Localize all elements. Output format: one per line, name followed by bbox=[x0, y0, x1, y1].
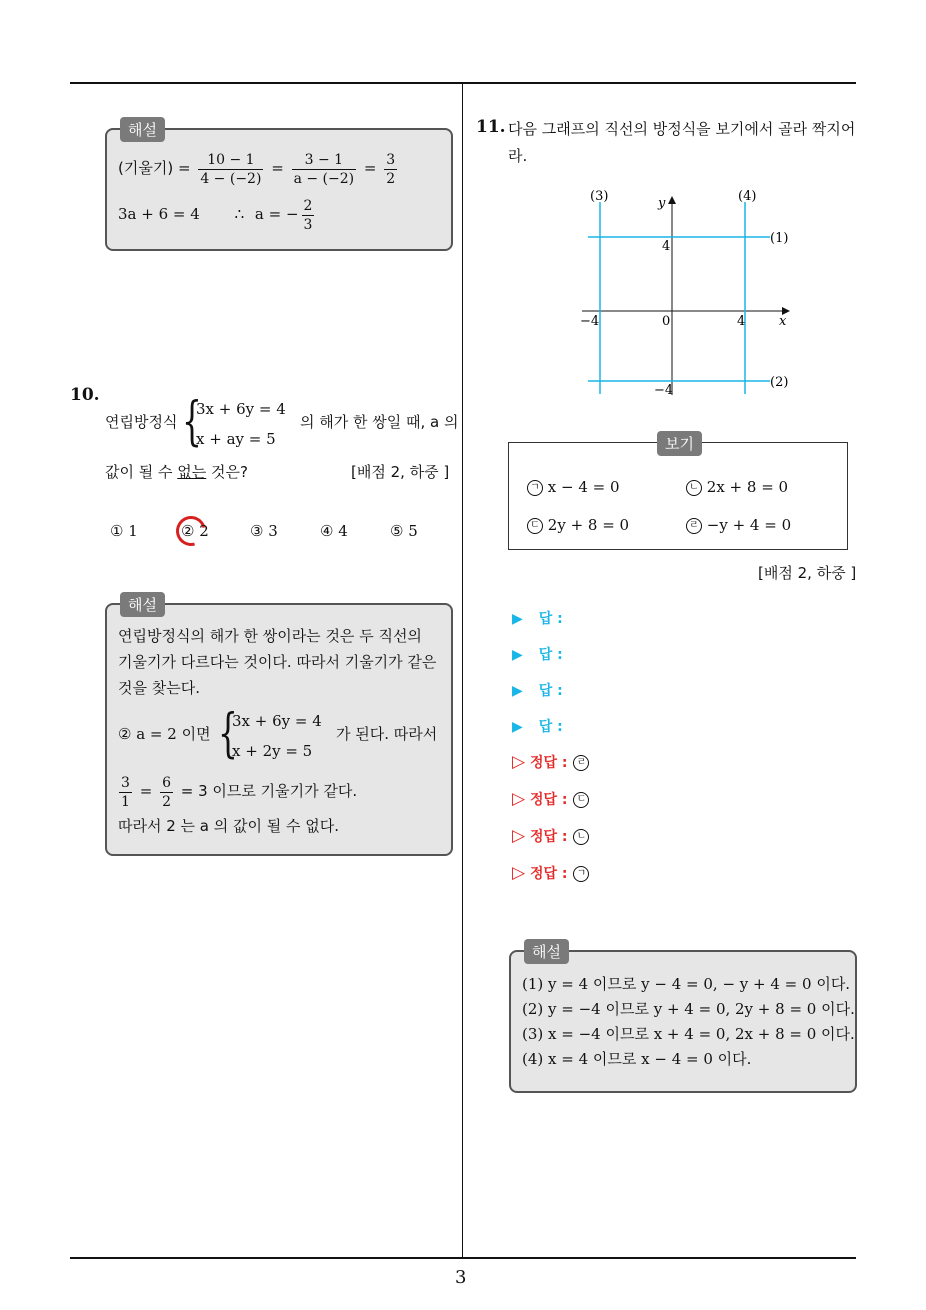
correct-answer-3 bbox=[512, 826, 589, 846]
q10-solution-eq2: x + 2y = 5 bbox=[232, 742, 313, 760]
fraction bbox=[292, 151, 357, 188]
equals: = bbox=[139, 782, 153, 800]
denominator: 3 bbox=[303, 216, 313, 233]
bottom-rule bbox=[70, 1257, 856, 1259]
bogi-equation: −y + 4 = 0 bbox=[706, 516, 792, 534]
q11-score: [배점 2, 하중 ] bbox=[758, 564, 857, 582]
q11-solution-line2: (2) y = −4 이므로 y + 4 = 0, 2y + 8 = 0 이다. bbox=[522, 1000, 855, 1018]
answer-label: 답 : bbox=[538, 683, 563, 699]
answer-label: 답 : bbox=[538, 647, 563, 663]
answer-row-1[interactable] bbox=[512, 608, 563, 628]
q9-solution-line1 bbox=[118, 148, 400, 188]
text: 값이 될 수 bbox=[105, 463, 173, 481]
answer-row-4[interactable] bbox=[512, 716, 563, 736]
bogi-equation: x − 4 = 0 bbox=[547, 478, 620, 496]
bogi-equation: 2x + 8 = 0 bbox=[706, 478, 789, 496]
line-3-label: (3) bbox=[590, 189, 609, 204]
system-brace: { bbox=[182, 392, 202, 452]
fraction bbox=[384, 151, 397, 188]
correct-label: 정답 : bbox=[529, 792, 568, 808]
y-tick-4: 4 bbox=[662, 239, 671, 254]
origin-label: 0 bbox=[662, 314, 671, 329]
q11-solution-line3: (3) x = −4 이므로 x + 4 = 0, 2x + 8 = 0 이다. bbox=[522, 1025, 855, 1043]
solution-tag: 해설 bbox=[524, 939, 569, 964]
underlined-text: 없는 bbox=[177, 463, 207, 481]
triangle-outline-icon: ▷ bbox=[512, 752, 526, 772]
q10-score: [배점 2, 하중 ] bbox=[351, 463, 450, 481]
bogi-mark: ㄴ bbox=[686, 480, 702, 496]
solution-tag: 해설 bbox=[120, 117, 165, 142]
page-number: 3 bbox=[455, 1267, 467, 1288]
bogi-mark: ㄱ bbox=[527, 480, 543, 496]
triangle-outline-icon: ▷ bbox=[512, 789, 526, 809]
bogi-item-3 bbox=[527, 515, 629, 535]
q10-tail: 의 해가 한 쌍일 때, a 의 bbox=[300, 413, 459, 431]
question-number: 11. bbox=[476, 117, 506, 137]
q10-solution-eq1: 3x + 6y = 4 bbox=[232, 712, 322, 730]
answer-row-2[interactable] bbox=[512, 644, 563, 664]
y-axis-label: y bbox=[658, 196, 666, 211]
x-tick-4: 4 bbox=[737, 314, 746, 329]
answer-label: 답 : bbox=[538, 719, 563, 735]
line-4-label: (4) bbox=[738, 189, 757, 204]
correct-answer-1 bbox=[512, 752, 589, 772]
choice-5[interactable]: ⑤ 5 bbox=[390, 522, 418, 540]
fraction bbox=[198, 151, 263, 188]
equals: = bbox=[177, 159, 191, 177]
triangle-outline-icon: ▷ bbox=[512, 826, 526, 846]
correct-mark: ㄱ bbox=[573, 866, 589, 882]
choice-4[interactable]: ④ 4 bbox=[320, 522, 348, 540]
line-1-label: (1) bbox=[770, 231, 789, 246]
choice-3[interactable]: ③ 3 bbox=[250, 522, 278, 540]
column-divider bbox=[462, 83, 463, 1258]
equation: 3a + 6 = 4 bbox=[118, 205, 200, 223]
slope-label: (기울기) bbox=[118, 159, 174, 177]
numerator: 3 bbox=[386, 151, 396, 168]
solution-box-q11 bbox=[509, 950, 857, 1093]
line-2-label: (2) bbox=[770, 375, 789, 390]
bogi-mark: ㄷ bbox=[527, 518, 543, 534]
q10-solution-line3: 것을 찾는다. bbox=[118, 679, 200, 697]
triangle-filled-icon: ▶ bbox=[512, 719, 523, 735]
bogi-item-2 bbox=[686, 477, 788, 497]
triangle-filled-icon: ▶ bbox=[512, 683, 523, 699]
q10-solution-line5 bbox=[116, 770, 357, 812]
bogi-mark: ㄹ bbox=[686, 518, 702, 534]
triangle-filled-icon: ▶ bbox=[512, 611, 523, 627]
bogi-item-4 bbox=[686, 515, 791, 535]
q10-solution-line4a: ② a = 2 이면 bbox=[118, 725, 211, 743]
denominator: 4 − (−2) bbox=[200, 170, 262, 187]
y-tick-neg4: −4 bbox=[654, 383, 674, 398]
correct-label: 정답 : bbox=[529, 829, 568, 845]
fraction bbox=[160, 774, 173, 811]
correct-mark: ㄹ bbox=[573, 755, 589, 771]
q11-solution-line1: (1) y = 4 이므로 y − 4 = 0, − y + 4 = 0 이다. bbox=[522, 975, 851, 993]
equals: = bbox=[271, 159, 284, 177]
fraction bbox=[302, 197, 315, 234]
therefore-symbol: ∴ bbox=[234, 205, 245, 223]
correct-answer-2 bbox=[512, 789, 589, 809]
fraction bbox=[119, 774, 132, 811]
q10-solution-line6: 따라서 2 는 a 의 값이 될 수 없다. bbox=[118, 817, 340, 835]
numerator: 2 bbox=[303, 197, 313, 214]
top-rule bbox=[70, 82, 856, 84]
q10-solution-line2: 기울기가 다르다는 것이다. 따라서 기울기가 같은 bbox=[118, 653, 437, 671]
equation: a = − bbox=[254, 205, 299, 223]
answer-row-3[interactable] bbox=[512, 680, 563, 700]
q10-intro: 연립방정식 bbox=[105, 413, 178, 431]
correct-mark: ㄴ bbox=[573, 829, 589, 845]
denominator: 2 bbox=[386, 170, 396, 187]
bogi-equation: 2y + 8 = 0 bbox=[547, 516, 630, 534]
triangle-outline-icon: ▷ bbox=[512, 863, 526, 883]
numerator: 3 − 1 bbox=[292, 151, 357, 170]
bogi-tag: 보기 bbox=[657, 431, 702, 456]
correct-label: 정답 : bbox=[529, 866, 568, 882]
coordinate-graph bbox=[570, 180, 800, 400]
triangle-filled-icon: ▶ bbox=[512, 647, 523, 663]
q9-solution-line2 bbox=[118, 194, 317, 234]
numerator: 6 bbox=[162, 774, 171, 791]
q10-eq1: 3x + 6y = 4 bbox=[196, 400, 286, 418]
text: 것은? bbox=[211, 463, 248, 481]
choice-2[interactable]: ② 2 bbox=[181, 522, 209, 540]
q11-line2: 라. bbox=[508, 147, 528, 165]
answer-label: 답 : bbox=[538, 611, 563, 627]
q10-solution-line1: 연립방정식의 해가 한 쌍이라는 것은 두 직선의 bbox=[118, 627, 422, 645]
denominator: a − (−2) bbox=[293, 170, 355, 187]
q10-eq2: x + ay = 5 bbox=[196, 430, 276, 448]
x-tick-neg4: −4 bbox=[580, 314, 600, 329]
denominator: 2 bbox=[162, 793, 171, 810]
text: = 3 이므로 기울기가 같다. bbox=[180, 782, 358, 800]
q11-solution-line4: (4) x = 4 이므로 x − 4 = 0 이다. bbox=[522, 1050, 752, 1068]
equals: = bbox=[363, 159, 377, 177]
correct-mark: ㄷ bbox=[573, 792, 589, 808]
denominator: 1 bbox=[121, 793, 130, 810]
numerator: 3 bbox=[121, 774, 130, 791]
bogi-item-1 bbox=[527, 477, 620, 497]
numerator: 10 − 1 bbox=[198, 151, 263, 170]
x-axis-label: x bbox=[779, 314, 787, 329]
correct-answer-4 bbox=[512, 863, 589, 883]
correct-label: 정답 : bbox=[529, 755, 568, 771]
solution-tag: 해설 bbox=[120, 592, 165, 617]
question-number: 10. bbox=[70, 385, 100, 405]
q11-line1: 다음 그래프의 직선의 방정식을 보기에서 골라 짝지어 bbox=[508, 120, 856, 138]
q10-solution-line4b: 가 된다. 따라서 bbox=[336, 725, 438, 743]
choice-1[interactable]: ① 1 bbox=[110, 522, 138, 540]
system-brace: { bbox=[218, 704, 238, 764]
q10-line2 bbox=[105, 462, 248, 482]
